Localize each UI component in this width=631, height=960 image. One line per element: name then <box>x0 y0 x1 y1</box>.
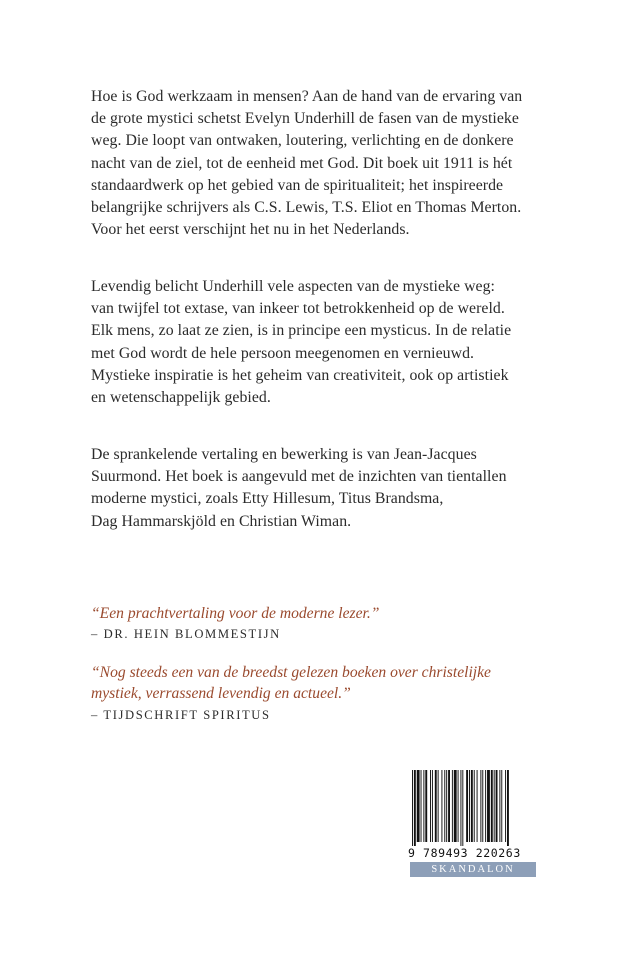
barcode-bar <box>482 770 483 842</box>
barcode-bar <box>435 770 437 842</box>
publisher-logo: SKANDALON <box>410 862 536 877</box>
barcode-bar <box>458 770 459 842</box>
barcode-bar <box>430 770 431 842</box>
barcode-bar <box>448 770 450 842</box>
barcode-bar <box>432 770 433 842</box>
barcode-bar <box>494 770 495 842</box>
barcode-bar <box>414 770 416 846</box>
barcode-bar <box>477 770 478 842</box>
barcode-bar <box>423 770 424 842</box>
translation-paragraph: De sprankelende vertaling en bewerking is van Jean-Jacques Suurmond. Het boek is aangevuld met de inzichten van tientallen moderne mystici, zoals Etty Hillesum, Titus Brandsma, Dag Hammarskjöld en Christian Wiman. <box>91 446 507 530</box>
barcode-bar <box>412 770 413 846</box>
barcode-bar <box>507 770 509 846</box>
barcode-bar <box>471 770 473 842</box>
barcode-bar <box>441 770 442 842</box>
barcode-bar <box>466 770 468 842</box>
barcode-bar <box>474 770 475 842</box>
barcode-bar <box>501 770 502 842</box>
barcode-bar <box>452 770 453 842</box>
barcode-bar <box>454 770 457 842</box>
barcode-bars <box>408 770 538 846</box>
review-quote-1: “Een prachtvertaling voor de moderne lezer.” <box>91 605 380 622</box>
barcode-bar <box>417 770 420 842</box>
barcode-bar <box>491 770 493 842</box>
review-source-1: – DR. HEIN BLOMMESTIJN <box>91 627 281 641</box>
review-source-2: – TIJDSCHRIFT SPIRITUS <box>91 708 271 722</box>
barcode-bar <box>425 770 427 842</box>
barcode-bar <box>496 770 498 842</box>
barcode-bar <box>480 770 481 842</box>
isbn-number: 9 789493 220263 <box>408 846 521 860</box>
barcode-bar <box>469 770 470 842</box>
review-quote-2: “Nog steeds een van de breedst gelezen boeken over christelijke mystiek, verrassend levendig en actueel.” <box>91 664 491 702</box>
barcode-bar <box>462 770 463 846</box>
barcode-bar <box>485 770 486 842</box>
barcode-bar <box>505 770 506 842</box>
barcode-bar <box>499 770 500 842</box>
barcode-bar <box>487 770 490 842</box>
aspects-paragraph: Levendig belicht Underhill vele aspecten van de mystieke weg: van twijfel tot extase, van inkeer tot betrokkenheid op de wereld. Elk mens, zo laat ze zien, is in principe een mysticus. In de relatie met God wordt de hele persoon meegenomen en vernieuwd. Mystieke inspiratie is het geheim van creativiteit, ook op artistiek en wetenschappelijk gebied. <box>91 278 512 407</box>
intro-paragraph: Hoe is God werkzaam in mensen? Aan de hand van de ervaring van de grote mystici schetst Evelyn Underhill de fasen van de mystieke weg. Die loopt van ontwaken, loutering, verlichting en de donkere nacht van de ziel, tot de eenheid met God. Dit boek uit 1911 is hét standaardwerk op het gebied van de spiritualiteit; het inspireerde belangrijke schrijvers als C.S. Lewis, T.S. Eliot en Thomas Merton. Voor het eerst verschijnt het nu in het Nederlands. <box>91 88 523 239</box>
barcode-bar <box>438 770 439 842</box>
barcode-bar <box>421 770 422 842</box>
barcode-bar <box>446 770 447 842</box>
barcode-bar <box>460 770 461 846</box>
barcode-bar <box>444 770 445 842</box>
